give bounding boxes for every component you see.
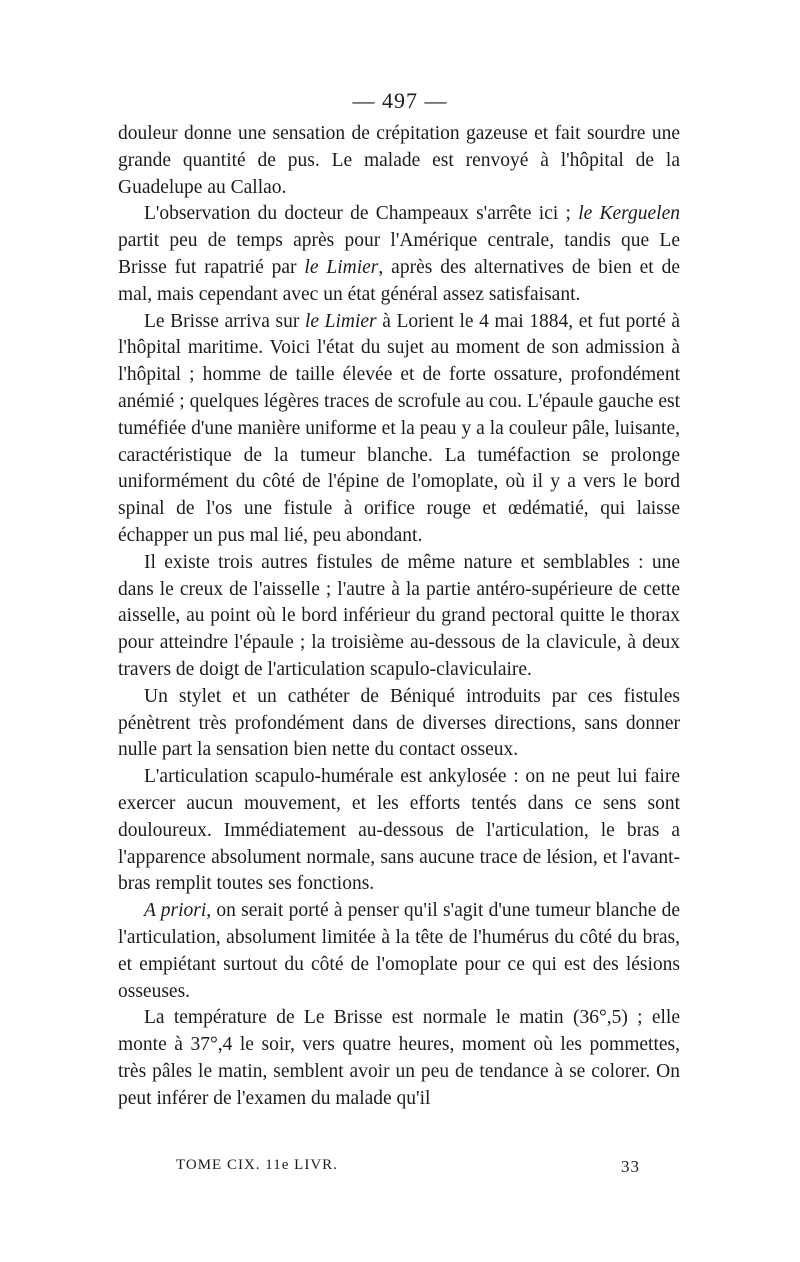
text-run: partit peu de temps après pour l'Amérique centrale, tandis que Le Brisse fut rapatrié par xyxy=(118,230,680,278)
text-run: , après des alternatives de bien et de mal, mais cependant avec un état général assez satisfaisant. xyxy=(118,256,680,305)
italic-text: le Limier xyxy=(304,256,379,278)
text-run: Un stylet et un cathéter de Béniqué introduits par ces fistules pénètrent très profondément dans de diverses directions, sans donner nulle part la sensation bien nette du contact osseux. xyxy=(118,685,680,761)
text-run: douleur donne une sensation de crépitation gazeuse et fait sourdre une grande quantité de pus. Le malade est renvoyé à l'hôpital de la Guadelupe au Callao. xyxy=(118,123,680,198)
text-run: Il existe trois autres fistules de même nature et semblables : une dans le creux de l'aisselle ; l'autre à la partie antéro-supérieure de cette aisselle, au point où le bord inférieur du grand pectoral quitte le thorax pour atteindre l'épaule ; la troisième au-dessous de la clavicule, à deux travers de doigt de l'articulation scapulo-claviculaire. xyxy=(118,551,680,680)
page-number: — 497 — xyxy=(352,88,448,113)
paragraph xyxy=(118,201,680,308)
paragraph xyxy=(118,898,680,1005)
italic-text: A priori, xyxy=(144,900,212,922)
text-run: à Lorient le 4 mai 1884, et fut porté à l'hôpital maritime. Voici l'état du sujet au moment de son admission à l'hôpital ; homme de taille élevée et de forte ossature, profondément anémié ; quelques légères traces de scrofule au cou. L'épaule gauche est tuméfiée d'une manière uniforme et la peau y a la couleur pâle, luisante, caractéristique de la tumeur blanche. La tuméfaction se prolonge uniformément du côté de l'épine de l'omoplate, où il y a vers le bord spinal de l'os une fistule à orifice rouge et œdématié, qui laisse échapper un pus mal lié, peu abondant. xyxy=(118,310,680,546)
body-text xyxy=(118,121,680,1112)
text-run: L'articulation scapulo-humérale est ankylosée : on ne peut lui faire exercer aucun mouvement, et les efforts tentés dans ce sens sont douloureux. Immédiatement au-dessous de l'articulation, le bras a l'apparence absolument normale, sans aucune trace de lésion, et l'avant-bras remplit toutes ses fonctions. xyxy=(118,766,680,895)
paragraph xyxy=(118,121,680,201)
footer-signature: TOME CIX. 11e LIVR. xyxy=(176,1157,338,1173)
text-run: on serait porté à penser qu'il s'agit d'une tumeur blanche de l'articulation, absolument limitée à la tête de l'humérus du côté du bras, et empiétant surtout du côté de l'omoplate pour ce qui est des lésions osseuses. xyxy=(118,900,680,1002)
text-run: L'observation du docteur de Champeaux s'arrête ici ; xyxy=(144,203,579,225)
paragraph xyxy=(118,1005,680,1112)
paragraph xyxy=(118,550,680,684)
footer-sheet-number: 33 xyxy=(621,1157,640,1176)
paragraph xyxy=(118,684,680,764)
italic-text: le Kerguelen xyxy=(578,203,680,225)
text-run: La température de Le Brisse est normale le matin (36°,5) ; elle monte à 37°,4 le soir, vers quatre heures, moment où les pommettes, très pâles le matin, semblent avoir un peu de tendance à se colorer. On peut inférer de l'examen du malade qu'il xyxy=(118,1007,680,1109)
italic-text: le Limier xyxy=(304,310,377,332)
text-run: Le Brisse arriva sur xyxy=(144,310,305,332)
paragraph xyxy=(118,309,680,550)
paragraph xyxy=(118,764,680,898)
